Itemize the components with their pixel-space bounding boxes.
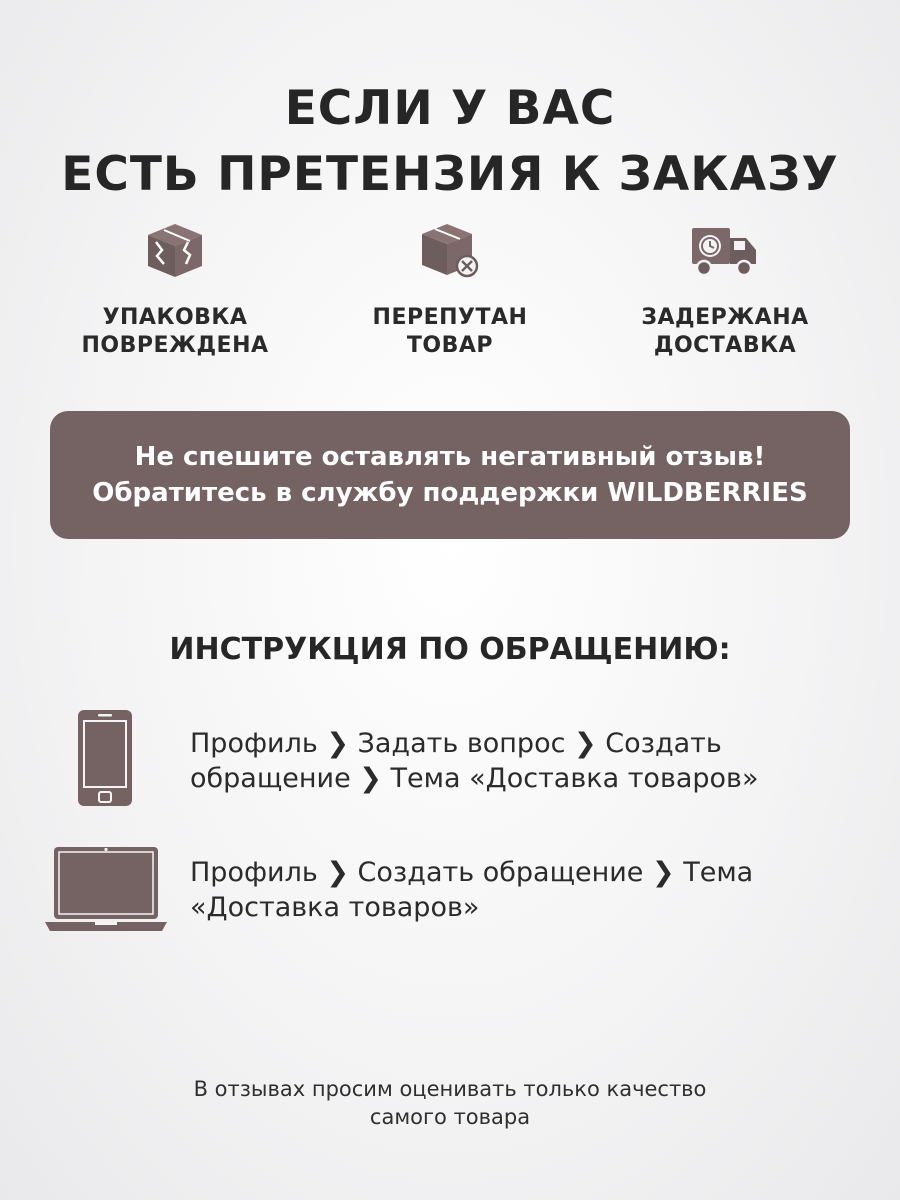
damaged-box-icon — [142, 220, 208, 280]
issue-delayed-delivery — [595, 220, 855, 360]
footer-line-1: В отзывах просим оценивать только качество — [193, 1077, 707, 1101]
footer-note — [0, 1075, 900, 1131]
instructions-heading: ИНСТРУКЦИЯ ПО ОБРАЩЕНИЮ: — [169, 632, 731, 667]
mobile-instruction-line-2: обращение ❯ Тема «Доставка товаров» — [190, 763, 759, 794]
title-line-1: ЕСЛИ У ВАС — [284, 81, 616, 136]
page-title — [0, 76, 900, 208]
title-line-2: ЕСТЬ ПРЕТЕНЗИЯ К ЗАКАЗУ — [61, 147, 839, 202]
issue-label-line-1: УПАКОВКА — [102, 305, 248, 330]
desktop-instruction — [0, 845, 900, 940]
issue-list — [0, 220, 900, 370]
mobile-instruction-text — [190, 726, 830, 796]
footer-line-2: самого товара — [369, 1105, 531, 1129]
banner-line-2: Обратитесь в службу поддержки WILDBERRIES — [92, 478, 808, 508]
smartphone-icon — [78, 710, 132, 806]
issue-label-line-1: ПЕРЕПУТАН — [372, 305, 528, 330]
laptop-icon — [45, 845, 167, 935]
issue-label-line-1: ЗАДЕРЖАНА — [641, 305, 809, 330]
issue-damaged-packaging — [45, 220, 305, 360]
desktop-instruction-line-1: Профиль ❯ Создать обращение ❯ Тема — [190, 857, 754, 888]
issue-label-line-2: ДОСТАВКА — [653, 333, 797, 358]
issue-label-line-2: ПОВРЕЖДЕНА — [81, 333, 269, 358]
mobile-instruction — [0, 710, 900, 810]
wrong-box-icon — [417, 220, 483, 280]
delivery-truck-clock-icon — [690, 220, 760, 280]
issue-wrong-item — [320, 220, 580, 360]
support-banner — [50, 411, 850, 539]
mobile-instruction-line-1: Профиль ❯ Задать вопрос ❯ Создать — [190, 728, 722, 759]
desktop-instruction-text — [190, 855, 830, 925]
desktop-instruction-line-2: «Доставка товаров» — [190, 892, 480, 923]
banner-line-1: Не спешите оставлять негативный отзыв! — [134, 442, 766, 472]
issue-label-line-2: ТОВАР — [406, 333, 494, 358]
